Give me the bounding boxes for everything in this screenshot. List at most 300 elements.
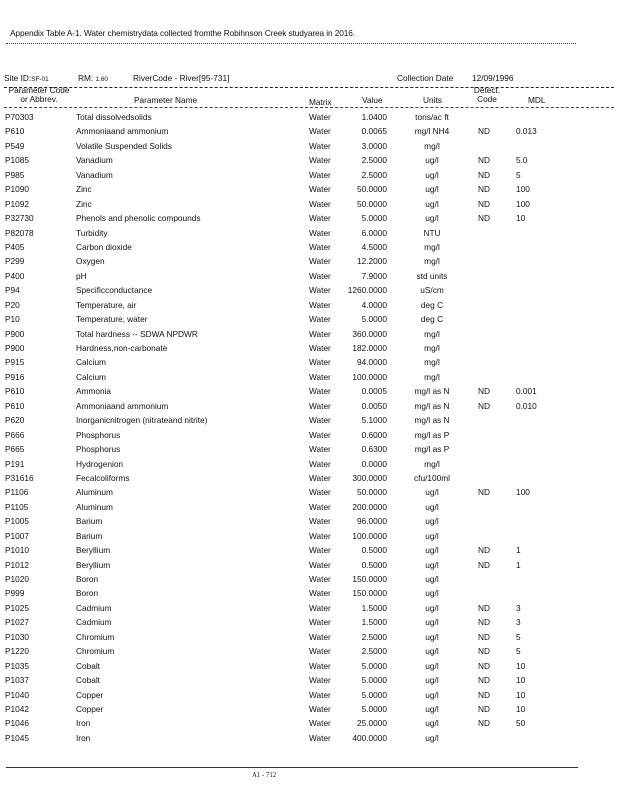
value-cell: 5.1000	[361, 415, 387, 426]
matrix-cell: Water	[309, 545, 331, 556]
table-row	[0, 457, 618, 471]
table-row	[0, 168, 618, 182]
value-cell: 1.5000	[361, 602, 387, 613]
table-row	[0, 341, 618, 355]
table-row	[0, 673, 618, 687]
matrix-cell: Water	[309, 602, 331, 613]
detect-code-cell: ND	[478, 155, 490, 166]
header-bottom-rule	[4, 107, 614, 108]
parameter-name-cell: Fecalcoliforms	[76, 472, 130, 483]
parameter-code-cell: P1040	[5, 689, 29, 700]
parameter-name-cell: Cadmium	[76, 602, 112, 613]
parameter-name-cell: Boron	[76, 574, 99, 584]
table-row	[0, 355, 618, 369]
table-row	[0, 139, 618, 153]
value-cell: 150.0000	[352, 574, 387, 584]
matrix-cell: Water	[309, 732, 331, 743]
river-mile	[78, 73, 108, 83]
units-cell: ug/l	[425, 155, 439, 166]
matrix-cell: Water	[309, 299, 331, 310]
value-cell: 0.0050	[361, 400, 387, 411]
parameter-name-cell: Calcium	[76, 357, 106, 368]
value-cell: 182.0000	[352, 343, 387, 353]
units-cell: mg/l	[424, 458, 440, 469]
mdl-cell: 100	[516, 198, 530, 209]
units-cell: ug/l	[425, 703, 439, 714]
parameter-code-cell: P1037	[5, 675, 29, 686]
header-top-rule	[4, 87, 614, 88]
parameter-code-cell: P999	[5, 588, 25, 599]
matrix-cell: Water	[309, 559, 331, 570]
matrix-cell: Water	[309, 574, 331, 584]
parameter-code-cell: P31616	[5, 472, 34, 483]
table-row	[0, 428, 618, 442]
table-row	[0, 471, 618, 485]
mdl-cell: 5	[516, 631, 521, 642]
mdl-cell: 5	[516, 169, 521, 180]
matrix-cell: Water	[309, 718, 331, 729]
header-value: Value	[362, 95, 383, 105]
parameter-name-cell: pH	[76, 270, 87, 281]
table-row	[0, 514, 618, 528]
table-row	[0, 370, 618, 384]
table-row	[0, 644, 618, 658]
mdl-cell: 1	[516, 559, 521, 570]
units-cell: cfu/100ml	[414, 472, 450, 483]
units-cell: ug/l	[425, 675, 439, 686]
table-row	[0, 197, 618, 211]
header-matrix: Matrix	[309, 97, 332, 107]
value-cell: 100.0000	[352, 530, 387, 541]
mdl-cell: 10	[516, 703, 526, 714]
detect-code-cell: ND	[478, 718, 490, 729]
header-detect-code	[470, 86, 504, 104]
header-code-line2: or Abbrev.	[20, 94, 58, 104]
parameter-code-cell: P20	[5, 299, 20, 310]
parameter-name-cell: Chromium	[76, 631, 115, 642]
value-cell: 50.0000	[357, 487, 387, 498]
matrix-cell: Water	[309, 126, 331, 137]
matrix-cell: Water	[309, 458, 331, 469]
mdl-cell: 10	[516, 675, 526, 686]
table-row	[0, 659, 618, 673]
parameter-code-cell: P10	[5, 314, 20, 325]
parameter-code-cell: P610	[5, 126, 25, 137]
parameter-code-cell: P1085	[5, 155, 29, 166]
parameter-code-cell: P610	[5, 400, 25, 411]
parameter-name-cell: Carbon dioxide	[76, 241, 132, 252]
parameter-name-cell: Copper	[76, 689, 104, 700]
matrix-cell: Water	[309, 213, 331, 224]
parameter-name-cell: Phosphorus	[76, 429, 121, 440]
parameter-code-cell: P666	[5, 429, 25, 440]
table-title: Appendix Table A-1. Water chemistrydata collected fromthe Robihnson Creek studyarea in 2016.	[10, 28, 355, 38]
units-cell: ug/l	[425, 646, 439, 657]
parameter-name-cell: Ammoniaand ammonium	[76, 400, 169, 411]
parameter-code-cell: P1027	[5, 617, 29, 628]
parameter-code-cell: P1035	[5, 660, 29, 671]
table-row	[0, 110, 618, 124]
parameter-code-cell: P405	[5, 241, 25, 252]
matrix-cell: Water	[309, 487, 331, 498]
matrix-cell: Water	[309, 140, 331, 151]
units-cell: mg/l as N	[414, 386, 450, 397]
detect-code-cell: ND	[478, 545, 490, 556]
header-units: Units	[423, 95, 442, 105]
table-row	[0, 558, 618, 572]
value-cell: 1260.0000	[347, 285, 387, 296]
matrix-cell: Water	[309, 343, 331, 353]
value-cell: 1.5000	[361, 617, 387, 628]
parameter-code-cell: P1012	[5, 559, 29, 570]
header-detect-line2: Code	[477, 94, 497, 104]
mdl-cell: 10	[516, 213, 526, 224]
detect-code-cell: ND	[478, 184, 490, 195]
detect-code-cell: ND	[478, 660, 490, 671]
units-cell: mg/l NH4	[414, 126, 450, 137]
parameter-name-cell: Cadmium	[76, 617, 112, 628]
detect-code-cell: ND	[478, 198, 490, 209]
parameter-code-cell: P1042	[5, 703, 29, 714]
units-cell: mg/l	[424, 371, 440, 382]
parameter-name-cell: Cobalt	[76, 675, 100, 686]
collection-date-value: 12/09/1996	[472, 73, 514, 83]
value-cell: 150.0000	[352, 588, 387, 599]
value-cell: 400.0000	[352, 732, 387, 743]
parameter-name-cell: Hardness,non-carbonate	[76, 343, 168, 353]
parameter-code-cell: P900	[5, 328, 25, 339]
mdl-cell: 0.010	[516, 400, 537, 411]
matrix-cell: Water	[309, 530, 331, 541]
mdl-cell: 0.001	[516, 386, 537, 397]
parameter-name-cell: Phosphorus	[76, 444, 121, 455]
value-cell: 0.5000	[361, 559, 387, 570]
detect-code-cell: ND	[478, 487, 490, 498]
parameter-name-cell: Aluminum	[76, 487, 113, 498]
parameter-name-cell: Temperature, water	[76, 314, 148, 325]
value-cell: 4.0000	[361, 299, 387, 310]
detect-code-cell: ND	[478, 703, 490, 714]
matrix-cell: Water	[309, 501, 331, 512]
value-cell: 1.0400	[361, 112, 387, 122]
units-cell: mg/l	[424, 256, 440, 267]
parameter-name-cell: Iron	[76, 732, 91, 743]
matrix-cell: Water	[309, 328, 331, 339]
site-id-value: SF-01	[31, 76, 49, 83]
table-row	[0, 327, 618, 341]
parameter-code-cell: P82078	[5, 227, 34, 238]
matrix-cell: Water	[309, 227, 331, 238]
units-cell: ug/l	[425, 530, 439, 541]
units-cell: ug/l	[425, 169, 439, 180]
parameter-code-cell: P1106	[5, 487, 29, 498]
matrix-cell: Water	[309, 516, 331, 527]
value-cell: 360.0000	[352, 328, 387, 339]
units-cell: std units	[416, 270, 448, 281]
units-cell: mg/l as N	[414, 415, 450, 426]
value-cell: 12.2000	[357, 256, 387, 267]
parameter-name-cell: Zinc	[76, 198, 92, 209]
units-cell: ug/l	[425, 602, 439, 613]
value-cell: 0.6300	[361, 444, 387, 455]
table-row	[0, 182, 618, 196]
value-cell: 300.0000	[352, 472, 387, 483]
table-row	[0, 586, 618, 600]
units-cell: ug/l	[425, 689, 439, 700]
matrix-cell: Water	[309, 415, 331, 426]
units-cell: ug/l	[425, 732, 439, 743]
units-cell: mg/l	[424, 343, 440, 353]
parameter-name-cell: Vanadium	[76, 155, 113, 166]
detect-code-cell: ND	[478, 126, 490, 137]
parameter-code-cell: P916	[5, 371, 25, 382]
table-row	[0, 630, 618, 644]
value-cell: 0.6000	[361, 429, 387, 440]
table-row	[0, 485, 618, 499]
parameter-name-cell: Beryllium	[76, 559, 111, 570]
value-cell: 100.0000	[352, 371, 387, 382]
units-cell: deg C	[420, 299, 444, 310]
value-cell: 96.0000	[357, 516, 387, 527]
table-row	[0, 298, 618, 312]
units-cell: mg/l as P	[414, 429, 450, 440]
matrix-cell: Water	[309, 703, 331, 714]
parameter-code-cell: P549	[5, 140, 25, 151]
value-cell: 0.5000	[361, 545, 387, 556]
matrix-cell: Water	[309, 588, 331, 599]
value-cell: 94.0000	[357, 357, 387, 368]
parameter-code-cell: P1046	[5, 718, 29, 729]
matrix-cell: Water	[309, 285, 331, 296]
table-row	[0, 500, 618, 514]
value-cell: 2.5000	[361, 169, 387, 180]
parameter-code-cell: P1020	[5, 574, 29, 584]
detect-code-cell: ND	[478, 169, 490, 180]
parameter-code-cell: P620	[5, 415, 25, 426]
mdl-cell: 100	[516, 487, 530, 498]
parameter-code-cell: P70303	[5, 112, 34, 122]
table-row	[0, 601, 618, 615]
value-cell: 0.0005	[361, 386, 387, 397]
detect-code-cell: ND	[478, 386, 490, 397]
parameter-name-cell: Boron	[76, 588, 99, 599]
parameter-code-cell: P1007	[5, 530, 29, 541]
parameter-code-cell: P1090	[5, 184, 29, 195]
detect-code-cell: ND	[478, 631, 490, 642]
table-row	[0, 254, 618, 268]
parameter-name-cell: Zinc	[76, 184, 92, 195]
parameter-code-cell: P665	[5, 444, 25, 455]
header-detect-line1: Detect.	[473, 85, 501, 95]
parameter-code-cell: P1025	[5, 602, 29, 613]
value-cell: 0.0000	[361, 458, 387, 469]
detect-code-cell: ND	[478, 602, 490, 613]
detect-code-cell: ND	[478, 675, 490, 686]
parameter-code-cell: P299	[5, 256, 25, 267]
parameter-name-cell: Vanadium	[76, 169, 113, 180]
table-row	[0, 399, 618, 413]
table-row	[0, 269, 618, 283]
value-cell: 2.5000	[361, 646, 387, 657]
parameter-code-cell: P400	[5, 270, 25, 281]
mdl-cell: 3	[516, 602, 521, 613]
units-cell: ug/l	[425, 660, 439, 671]
table-row	[0, 226, 618, 240]
parameter-name-cell: Ammonia	[76, 386, 112, 397]
matrix-cell: Water	[309, 689, 331, 700]
units-cell: ug/l	[425, 545, 439, 556]
matrix-cell: Water	[309, 155, 331, 166]
mdl-cell: 3	[516, 617, 521, 628]
table-row	[0, 384, 618, 398]
parameter-name-cell: Hydrogenion	[76, 458, 124, 469]
table-row	[0, 615, 618, 629]
matrix-cell: Water	[309, 169, 331, 180]
parameter-code-cell: P915	[5, 357, 25, 368]
parameter-code-cell: P1220	[5, 646, 29, 657]
matrix-cell: Water	[309, 400, 331, 411]
parameter-name-cell: Copper	[76, 703, 104, 714]
parameter-name-cell: Total dissolvedsolids	[76, 112, 152, 122]
mdl-cell: 100	[516, 184, 530, 195]
matrix-cell: Water	[309, 386, 331, 397]
parameter-name-cell: Oxygen	[76, 256, 105, 267]
parameter-code-cell: P94	[5, 285, 20, 296]
units-cell: ug/l	[425, 617, 439, 628]
rm-value: 1.60	[95, 76, 108, 83]
data-table	[0, 110, 618, 745]
parameter-code-cell: P1030	[5, 631, 29, 642]
parameter-code-cell: P1010	[5, 545, 29, 556]
parameter-code-cell: P32730	[5, 213, 34, 224]
value-cell: 4.5000	[361, 241, 387, 252]
parameter-name-cell: Inorganicnitrogen (nitrateand nitrite)	[76, 415, 208, 426]
value-cell: 5.0000	[361, 689, 387, 700]
units-cell: uS/cm	[420, 285, 444, 296]
table-row	[0, 211, 618, 225]
matrix-cell: Water	[309, 617, 331, 628]
mdl-cell: 1	[516, 545, 521, 556]
matrix-cell: Water	[309, 631, 331, 642]
mdl-cell: 5.0	[516, 155, 528, 166]
parameter-name-cell: Ammoniaand ammonium	[76, 126, 169, 137]
mdl-cell: 50	[516, 718, 526, 729]
value-cell: 5.0000	[361, 314, 387, 325]
value-cell: 25.0000	[357, 718, 387, 729]
matrix-cell: Water	[309, 371, 331, 382]
detect-code-cell: ND	[478, 559, 490, 570]
units-cell: ug/l	[425, 213, 439, 224]
matrix-cell: Water	[309, 357, 331, 368]
table-row	[0, 413, 618, 427]
value-cell: 50.0000	[357, 198, 387, 209]
parameter-name-cell: Beryllium	[76, 545, 111, 556]
matrix-cell: Water	[309, 444, 331, 455]
value-cell: 6.0000	[361, 227, 387, 238]
matrix-cell: Water	[309, 184, 331, 195]
value-cell: 5.0000	[361, 660, 387, 671]
header-mdl: MDL	[528, 95, 546, 105]
units-cell: ug/l	[425, 184, 439, 195]
value-cell: 200.0000	[352, 501, 387, 512]
detect-code-cell: ND	[478, 400, 490, 411]
matrix-cell: Water	[309, 112, 331, 122]
units-cell: deg C	[420, 314, 444, 325]
units-cell: ug/l	[425, 559, 439, 570]
table-row	[0, 543, 618, 557]
mdl-cell: 10	[516, 660, 526, 671]
mdl-cell: 0.013	[516, 126, 537, 137]
matrix-cell: Water	[309, 241, 331, 252]
detect-code-cell: ND	[478, 689, 490, 700]
parameter-name-cell: Barium	[76, 516, 103, 527]
units-cell: ug/l	[425, 501, 439, 512]
table-row	[0, 312, 618, 326]
parameter-code-cell: P610	[5, 386, 25, 397]
units-cell: ug/l	[425, 516, 439, 527]
site-id	[4, 73, 49, 83]
parameter-name-cell: Turbidity	[76, 227, 108, 238]
parameter-name-cell: Temperature, air	[76, 299, 137, 310]
parameter-name-cell: Barium	[76, 530, 103, 541]
table-row	[0, 153, 618, 167]
parameter-name-cell: Aluminum	[76, 501, 113, 512]
header-code-line1: Parameter Code	[8, 85, 70, 95]
matrix-cell: Water	[309, 675, 331, 686]
site-id-label: Site ID:	[4, 73, 32, 83]
rm-label: RM:	[78, 73, 94, 83]
title-divider	[6, 43, 576, 44]
matrix-cell: Water	[309, 198, 331, 209]
units-cell: mg/l	[424, 140, 440, 151]
matrix-cell: Water	[309, 270, 331, 281]
matrix-cell: Water	[309, 660, 331, 671]
units-cell: ug/l	[425, 487, 439, 498]
value-cell: 3.0000	[361, 140, 387, 151]
units-cell: tons/ac ft	[415, 112, 449, 122]
parameter-name-cell: Iron	[76, 718, 91, 729]
parameter-code-cell: P1092	[5, 198, 29, 209]
parameter-code-cell: P1105	[5, 501, 29, 512]
matrix-cell: Water	[309, 646, 331, 657]
value-cell: 0.0065	[361, 126, 387, 137]
header-parameter-code	[6, 86, 72, 104]
value-cell: 5.0000	[361, 213, 387, 224]
matrix-cell: Water	[309, 429, 331, 440]
units-cell: ug/l	[425, 718, 439, 729]
river-code: RiverCode - River[95-731]	[133, 73, 230, 83]
value-cell: 5.0000	[361, 675, 387, 686]
parameter-name-cell: Chromium	[76, 646, 115, 657]
parameter-code-cell: P900	[5, 343, 25, 353]
units-cell: mg/l as P	[414, 444, 450, 455]
table-row	[0, 572, 618, 586]
units-cell: mg/l	[424, 241, 440, 252]
table-row	[0, 702, 618, 716]
parameter-name-cell: Cobalt	[76, 660, 100, 671]
table-row	[0, 529, 618, 543]
footer-rule	[6, 767, 578, 768]
table-row	[0, 688, 618, 702]
table-row	[0, 283, 618, 297]
table-row	[0, 442, 618, 456]
mdl-cell: 10	[516, 689, 526, 700]
units-cell: NTU	[423, 227, 441, 238]
page-number: A1 - 712	[252, 772, 277, 779]
table-row	[0, 716, 618, 730]
table-row	[0, 124, 618, 138]
detect-code-cell: ND	[478, 213, 490, 224]
